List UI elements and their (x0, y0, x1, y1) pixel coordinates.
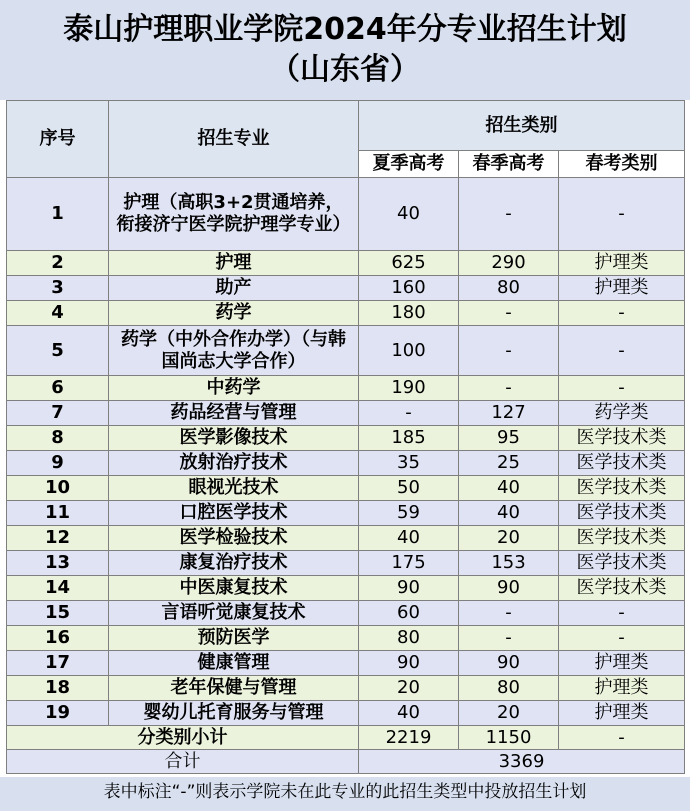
row-summer-count: 20 (359, 676, 459, 701)
row-major: 医学检验技术 (109, 526, 359, 551)
row-seq: 10 (7, 476, 109, 501)
row-summer-count: 50 (359, 476, 459, 501)
row-summer-count: 40 (359, 526, 459, 551)
row-spring-count: 90 (459, 651, 559, 676)
row-summer-count: 100 (359, 326, 459, 376)
row-spring-count: - (459, 626, 559, 651)
row-seq: 5 (7, 326, 109, 376)
row-spring-count: 40 (459, 476, 559, 501)
row-spring-type: - (559, 626, 685, 651)
row-spring-type: 医学技术类 (559, 576, 685, 601)
row-summer-count: 185 (359, 426, 459, 451)
table-row (7, 701, 685, 726)
row-major: 医学影像技术 (109, 426, 359, 451)
row-spring-type: 护理类 (559, 701, 685, 726)
row-seq: 3 (7, 276, 109, 301)
row-major: 药学（中外合作办学）（与韩国尚志大学合作） (109, 326, 359, 376)
row-spring-count: 20 (459, 701, 559, 726)
table-row (7, 426, 685, 451)
row-spring-count: 95 (459, 426, 559, 451)
row-summer-count: - (359, 401, 459, 426)
row-seq: 16 (7, 626, 109, 651)
row-seq: 8 (7, 426, 109, 451)
row-spring-count: - (459, 301, 559, 326)
row-seq: 1 (7, 178, 109, 251)
table-row (7, 401, 685, 426)
row-major: 康复治疗技术 (109, 551, 359, 576)
table-row (7, 476, 685, 501)
row-major: 口腔医学技术 (109, 501, 359, 526)
row-seq: 13 (7, 551, 109, 576)
table-row (7, 251, 685, 276)
row-spring-count: 127 (459, 401, 559, 426)
title-line-1: 泰山护理职业学院2024年分专业招生计划 (63, 12, 627, 47)
row-major: 护理 (109, 251, 359, 276)
subtotal-type: - (559, 726, 685, 750)
row-spring-count: 20 (459, 526, 559, 551)
row-summer-count: 175 (359, 551, 459, 576)
row-summer-count: 160 (359, 276, 459, 301)
row-summer-count: 180 (359, 301, 459, 326)
row-major: 护理（高职3+2贯通培养，衔接济宁医学院护理学专业） (109, 178, 359, 251)
table-row (7, 326, 685, 376)
header-major: 招生专业 (109, 101, 359, 178)
total-value: 3369 (359, 750, 685, 774)
row-spring-type: 护理类 (559, 676, 685, 701)
table-row (7, 301, 685, 326)
row-spring-type: 医学技术类 (559, 551, 685, 576)
row-spring-count: 90 (459, 576, 559, 601)
row-summer-count: 625 (359, 251, 459, 276)
row-summer-count: 40 (359, 178, 459, 251)
subtotal-label: 分类别小计 (7, 726, 359, 750)
row-summer-count: 80 (359, 626, 459, 651)
table-row (7, 651, 685, 676)
row-major: 言语听觉康复技术 (109, 601, 359, 626)
row-spring-count: 290 (459, 251, 559, 276)
row-major: 助产 (109, 276, 359, 301)
table-row (7, 451, 685, 476)
row-major: 眼视光技术 (109, 476, 359, 501)
row-spring-type: 医学技术类 (559, 526, 685, 551)
row-major: 老年保健与管理 (109, 676, 359, 701)
row-spring-count: 25 (459, 451, 559, 476)
row-spring-type: 医学技术类 (559, 451, 685, 476)
row-spring-count: 80 (459, 276, 559, 301)
enrollment-table (6, 100, 685, 774)
row-seq: 6 (7, 376, 109, 401)
row-seq: 17 (7, 651, 109, 676)
table-row (7, 676, 685, 701)
total-label: 合计 (7, 750, 359, 774)
row-spring-type: 医学技术类 (559, 501, 685, 526)
table-row (7, 526, 685, 551)
row-seq: 2 (7, 251, 109, 276)
row-spring-type: - (559, 326, 685, 376)
row-spring-type: 护理类 (559, 276, 685, 301)
row-spring-type: - (559, 376, 685, 401)
table-row (7, 178, 685, 251)
table-row (7, 501, 685, 526)
table-row (7, 376, 685, 401)
header-seq: 序号 (7, 101, 109, 178)
row-summer-count: 90 (359, 576, 459, 601)
row-summer-count: 90 (359, 651, 459, 676)
row-spring-type: 医学技术类 (559, 476, 685, 501)
row-spring-type: 护理类 (559, 651, 685, 676)
subtotal-summer: 2219 (359, 726, 459, 750)
row-major: 药学 (109, 301, 359, 326)
row-major: 预防医学 (109, 626, 359, 651)
row-summer-count: 35 (359, 451, 459, 476)
table-row (7, 576, 685, 601)
header-spring-exam: 春季高考 (459, 151, 559, 178)
row-seq: 19 (7, 701, 109, 726)
table-row (7, 601, 685, 626)
row-spring-type: - (559, 601, 685, 626)
row-spring-type: - (559, 178, 685, 251)
row-seq: 9 (7, 451, 109, 476)
row-seq: 4 (7, 301, 109, 326)
row-major: 药品经营与管理 (109, 401, 359, 426)
row-seq: 12 (7, 526, 109, 551)
title-line-2: （山东省） (270, 52, 420, 87)
row-spring-type: 医学技术类 (559, 426, 685, 451)
row-seq: 7 (7, 401, 109, 426)
footnote: 表中标注“-”则表示学院未在此专业的此招生类型中投放招生计划 (0, 777, 690, 811)
header-summer-exam: 夏季高考 (359, 151, 459, 178)
row-spring-count: 80 (459, 676, 559, 701)
row-seq: 11 (7, 501, 109, 526)
row-summer-count: 40 (359, 701, 459, 726)
header-category-group: 招生类别 (359, 101, 685, 151)
row-summer-count: 59 (359, 501, 459, 526)
page-title (0, 0, 690, 100)
row-spring-type: 药学类 (559, 401, 685, 426)
row-spring-count: - (459, 376, 559, 401)
subtotal-spring: 1150 (459, 726, 559, 750)
row-spring-count: - (459, 326, 559, 376)
subtotal-row (7, 726, 685, 750)
total-row (7, 750, 685, 774)
row-seq: 14 (7, 576, 109, 601)
row-seq: 15 (7, 601, 109, 626)
row-summer-count: 190 (359, 376, 459, 401)
row-major: 中药学 (109, 376, 359, 401)
row-major: 中医康复技术 (109, 576, 359, 601)
row-major: 婴幼儿托育服务与管理 (109, 701, 359, 726)
row-major: 健康管理 (109, 651, 359, 676)
row-spring-type: - (559, 301, 685, 326)
header-spring-type: 春考类别 (559, 151, 685, 178)
row-spring-count: 40 (459, 501, 559, 526)
row-spring-count: - (459, 601, 559, 626)
row-seq: 18 (7, 676, 109, 701)
row-spring-count: - (459, 178, 559, 251)
row-spring-type: 护理类 (559, 251, 685, 276)
row-spring-count: 153 (459, 551, 559, 576)
row-major: 放射治疗技术 (109, 451, 359, 476)
table-row (7, 276, 685, 301)
table-row (7, 626, 685, 651)
row-summer-count: 60 (359, 601, 459, 626)
table-row (7, 551, 685, 576)
